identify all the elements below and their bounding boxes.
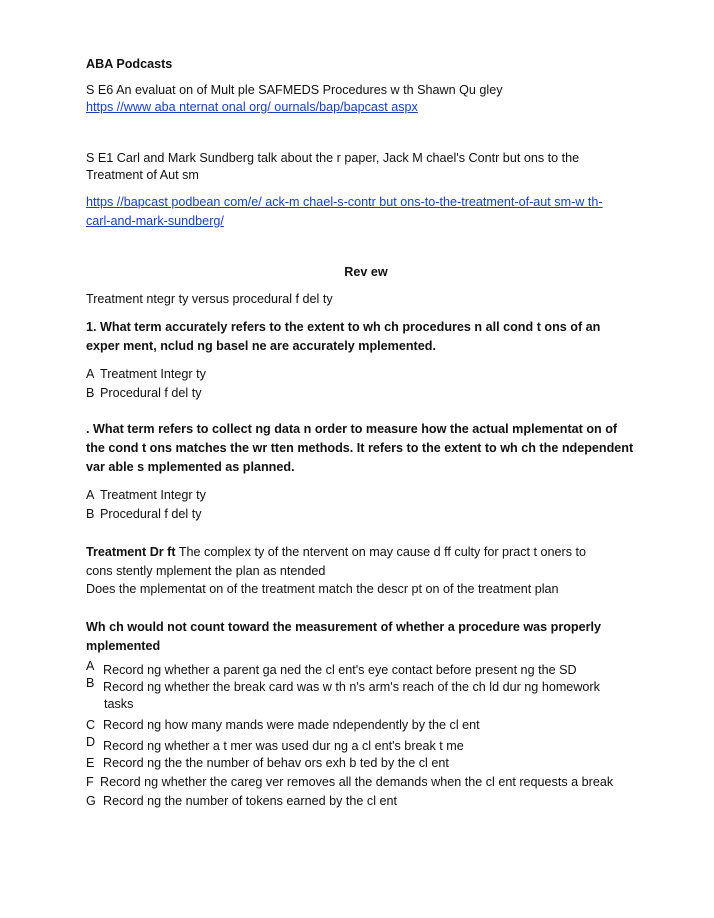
question-1-line-2: exper ment, nclud ng basel ne are accurately mplemented. [86,339,436,353]
question-2-option-a [86,487,646,504]
option-letter: B [86,507,95,521]
option-text: Procedural f del ty [100,507,202,521]
question-3-option-g [86,793,646,810]
document-page [86,48,646,810]
question-3-line-1: Wh ch would not count toward the measurement of whether a procedure was properly [86,620,602,634]
question-2-line-3: var able s mplemented as planned. [86,460,295,474]
question-3 [86,618,646,810]
option-text: Record ng whether the break card was w th n's arm's reach of the ch ld dur ng homework [103,680,600,694]
podcast-2-description-line-1: S E1 Carl and Mark Sundberg talk about the r paper, Jack M chael's Contr but ons to the [86,151,580,165]
option-letter: D [86,735,96,749]
treatment-drift-line-2: cons stently mplement the plan as ntended [86,564,326,578]
option-letter: F [86,775,94,789]
option-letter: A [86,659,95,673]
option-text: Treatment Integr ty [100,488,206,502]
option-text: Treatment Integr ty [100,367,206,381]
option-text: Procedural f del ty [100,386,202,400]
question-2-line-2: the cond t ons matches the wr tten methods. It refers to the extent to wh ch the ndependent [86,441,634,455]
podcast-2-link-line-2[interactable]: carl-and-mark-sundberg/ [86,214,224,228]
question-3-option-b [86,676,646,696]
option-letter: E [86,756,95,770]
podcast-1-description: S E6 An evaluat on of Mult ple SAFMEDS Procedures w th Shawn Qu gley [86,83,503,97]
question-3-option-f [86,774,646,791]
option-letter: B [86,676,95,690]
option-text: Record ng how many mands were made ndependently by the cl ent [103,718,480,732]
option-text: Record ng the the number of behav ors exh b ted by the cl ent [103,756,449,770]
option-letter: C [86,718,96,732]
treatment-drift-section [86,543,646,598]
option-letter: B [86,386,95,400]
podcast-2-link-line-1[interactable]: https //bapcast podbean com/e/ ack-m chael-s-contr but ons-to-the-treatment-of-aut sm-w th- [86,195,603,209]
option-text: Record ng whether a parent ga ned the cl ent's eye contact before present ng the SD [103,663,577,677]
question-1-option-a [86,366,646,383]
question-3-option-e [86,755,646,772]
question-1-line-1: 1. What term accurately refers to the extent to wh ch procedures n all cond t ons of an [86,320,601,334]
question-1 [86,318,646,402]
review-subheading: Treatment ntegr ty versus procedural f del ty [86,292,333,306]
treatment-drift-line-1 [86,543,646,562]
podcast-1-link[interactable]: https //www aba nternat onal org/ ournals/bap/bapcast aspx [86,100,418,114]
question-2 [86,420,646,523]
question-2-line-1: . What term refers to collect ng data n order to measure how the actual mplementat on of [86,422,618,436]
option-letter: A [86,488,95,502]
option-letter: G [86,794,96,808]
option-text: Record ng the number of tokens earned by the cl ent [103,794,398,808]
question-1-option-b [86,385,646,402]
treatment-drift-line-3: Does the mplementat on of the treatment match the descr pt on of the treatment plan [86,582,559,596]
review-heading: Rev ew [344,265,388,279]
option-text: Record ng whether the careg ver removes all the demands when the cl ent requests a break [100,775,614,789]
question-3-option-d [86,735,646,755]
question-3-line-2: mplemented [86,639,161,653]
question-3-option-b-continued: tasks [104,697,134,711]
question-2-option-b [86,506,646,523]
podcast-2-description-line-2: Treatment of Aut sm [86,168,199,182]
treatment-drift-label: Treatment Dr ft [86,545,176,559]
question-3-option-c [86,717,646,734]
option-letter: A [86,367,95,381]
treatment-drift-text: The complex ty of the ntervent on may cause d ff culty for pract t oners to [175,545,587,559]
page-title: ABA Podcasts [86,57,173,71]
question-3-option-a [86,659,646,679]
option-text: Record ng whether a t mer was used dur ng a cl ent's break t me [103,739,464,753]
